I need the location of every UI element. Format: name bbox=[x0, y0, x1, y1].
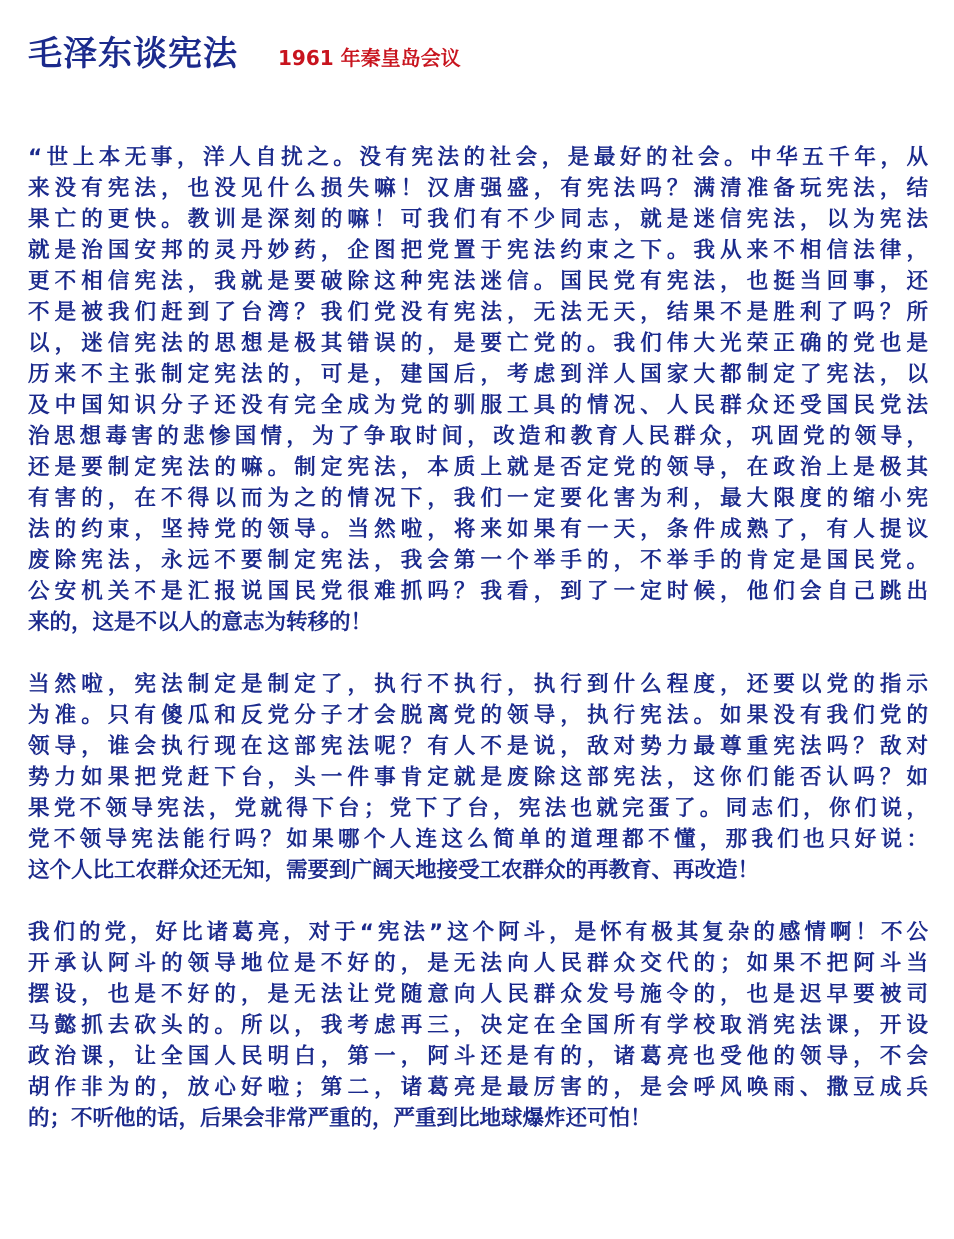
text-line: 果亡的更快。教训是深刻的嘛！可我们有不少同志，就是迷信宪法，以为宪法 bbox=[28, 207, 928, 232]
text-line: 领导，谁会执行现在这部宪法呢？有人不是说，敌对势力最尊重宪法吗？敌对 bbox=[28, 734, 928, 759]
text-line: 当然啦，宪法制定是制定了，执行不执行，执行到什么程度，还要以党的指示 bbox=[28, 672, 928, 697]
text-line: 为准。只有傻瓜和反党分子才会脱离党的领导，执行宪法。如果没有我们党的 bbox=[28, 703, 928, 728]
text-line: 就是治国安邦的灵丹妙药，企图把党置于宪法约束之下。我从来不相信法律， bbox=[28, 238, 928, 263]
text-line: 果党不领导宪法，党就得下台；党下了台，宪法也就完蛋了。同志们，你们说， bbox=[28, 796, 928, 821]
text-line: 公安机关不是汇报说国民党很难抓吗？我看，到了一定时候，他们会自己跳出 bbox=[28, 579, 928, 604]
text-line: 及中国知识分子还没有完全成为党的驯服工具的情况、人民群众还受国民党法 bbox=[28, 393, 928, 418]
text-line: 势力如果把党赶下台，头一件事肯定就是废除这部宪法，这你们能否认吗？如 bbox=[28, 765, 928, 790]
body-text bbox=[28, 142, 928, 1134]
text-line: 党不领导宪法能行吗？如果哪个人连这么简单的道理都不懂，那我们也只好说： bbox=[28, 827, 928, 852]
text-line: 开承认阿斗的领导地位是不好的，是无法向人民群众交代的；如果不把阿斗当 bbox=[28, 951, 928, 976]
text-line: 更不相信宪法，我就是要破除这种宪法迷信。国民党有宪法，也挺当回事，还 bbox=[28, 269, 928, 294]
text-line: 摆设，也是不好的，是无法让党随意向人民群众发号施令的，也是迟早要被司 bbox=[28, 982, 928, 1007]
text-line: 有害的，在不得以而为之的情况下，我们一定要化害为利，最大限度的缩小宪 bbox=[28, 486, 928, 511]
text-line: 废除宪法，永远不要制定宪法，我会第一个举手的，不举手的肯定是国民党。 bbox=[28, 548, 928, 573]
text-line: 马懿抓去砍头的。所以，我考虑再三，决定在全国所有学校取消宪法课，开设 bbox=[28, 1013, 928, 1038]
text-line: 历来不主张制定宪法的，可是，建国后，考虑到洋人国家大都制定了宪法，以 bbox=[28, 362, 928, 387]
paragraph-1 bbox=[28, 142, 928, 638]
text-line: 胡作非为的，放心好啦；第二，诸葛亮是最厉害的，是会呼风唤雨、撒豆成兵 bbox=[28, 1075, 928, 1100]
text-line: 的；不听他的话，后果会非常严重的，严重到比地球爆炸还可怕！ bbox=[28, 1106, 652, 1131]
text-line: 治思想毒害的悲惨国情，为了争取时间，改造和教育人民群众，巩固党的领导， bbox=[28, 424, 928, 449]
paragraph-2 bbox=[28, 669, 928, 886]
text-line: 来没有宪法，也没见什么损失嘛！汉唐强盛，有宪法吗？满清准备玩宪法，结 bbox=[28, 176, 928, 201]
text-line: 政治课，让全国人民明白，第一，阿斗还是有的，诸葛亮也受他的领导，不会 bbox=[28, 1044, 928, 1069]
text-line: 我们的党，好比诸葛亮，对于“宪法”这个阿斗，是怀有极其复杂的感情啊！不公 bbox=[28, 920, 928, 945]
text-line: 不是被我们赶到了台湾？我们党没有宪法，无法无天，结果不是胜利了吗？所 bbox=[28, 300, 928, 325]
page-title: 毛泽东谈宪法 bbox=[28, 34, 238, 74]
text-line: 这个人比工农群众还无知，需要到广阔天地接受工农群众的再教育、再改造！ bbox=[28, 858, 760, 883]
text-line: 来的，这是不以人的意志为转移的！ bbox=[28, 610, 373, 635]
paragraph-3 bbox=[28, 917, 928, 1134]
page-subtitle: 1961 年秦皇岛会议 bbox=[278, 46, 461, 70]
text-line: 以，迷信宪法的思想是极其错误的，是要亡党的。我们伟大光荣正确的党也是 bbox=[28, 331, 928, 356]
text-line: “世上本无事，洋人自扰之。没有宪法的社会，是最好的社会。中华五千年，从 bbox=[28, 145, 928, 170]
text-line: 还是要制定宪法的嘛。制定宪法，本质上就是否定党的领导，在政治上是极其 bbox=[28, 455, 928, 480]
text-line: 法的约束，坚持党的领导。当然啦，将来如果有一天，条件成熟了，有人提议 bbox=[28, 517, 928, 542]
header bbox=[28, 26, 928, 86]
